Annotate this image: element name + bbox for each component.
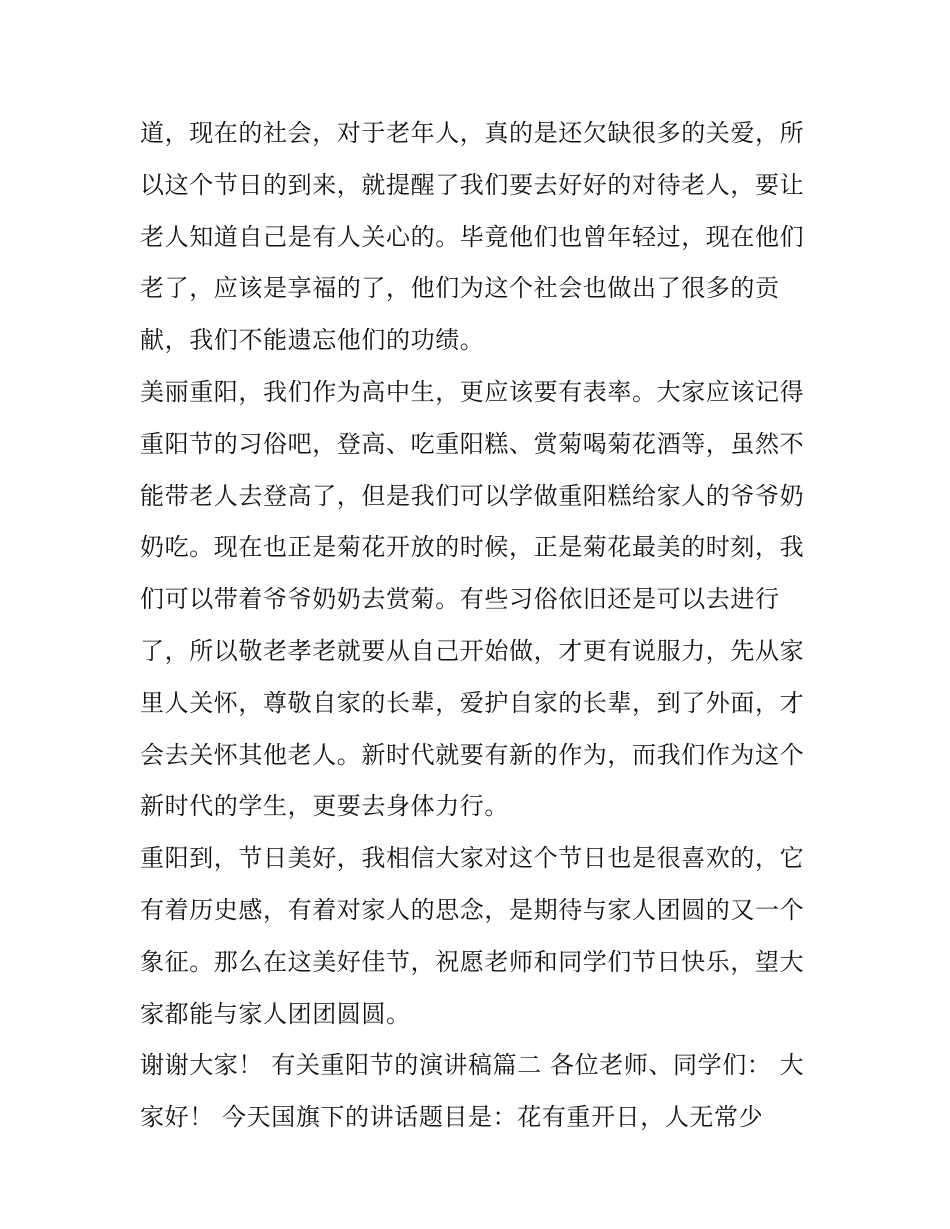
text-line: 老人知道自己是有人关心的。毕竟他们也曾年轻过，现在他们 [140, 222, 805, 251]
text-line: 家都能与家人团团圆圆。 [140, 999, 411, 1028]
text-line: 了，所以敬老孝老就要从自己开始做，才更有说服力，先从家 [140, 636, 805, 665]
text-line: 们可以带着爷爷奶奶去赏菊。有些习俗依旧还是可以去进行 [140, 585, 780, 614]
text-line: 新时代的学生，更要去身体力行。 [140, 792, 509, 821]
text-line: 献，我们不能遗忘他们的功绩。 [140, 326, 485, 355]
document-body [140, 108, 820, 1144]
text-line: 老了，应该是享福的了，他们为这个社会也做出了很多的贡 [140, 274, 780, 303]
text-line: 美丽重阳，我们作为高中生，更应该要有表率。大家应该记得 [140, 377, 805, 406]
text-line: 有着历史感，有着对家人的思念，是期待与家人团圆的又一个 [140, 895, 805, 924]
text-line: 家好！ 今天国旗下的讲话题目是：花有重开日，人无常少 [140, 1103, 764, 1132]
text-line: 重阳节的习俗吧，登高、吃重阳糕、赏菊喝菊花酒等，虽然不 [140, 429, 805, 458]
text-line: 奶吃。现在也正是菊花开放的时候，正是菊花最美的时刻，我 [140, 533, 805, 562]
text-line: 里人关怀，尊敬自家的长辈，爱护自家的长辈，到了外面，才 [140, 688, 805, 717]
text-line: 能带老人去登高了，但是我们可以学做重阳糕给家人的爷爷奶 [140, 481, 805, 510]
text-line: 道，现在的社会，对于老年人，真的是还欠缺很多的关爱，所 [140, 119, 805, 147]
text-line: 象征。那么在这美好佳节，祝愿老师和同学们节日快乐，望大 [140, 947, 805, 976]
text-line: 以这个节日的到来，就提醒了我们要去好好的对待老人，要让 [140, 170, 805, 199]
text-line: 会去关怀其他老人。新时代就要有新的作为，而我们作为这个 [140, 740, 805, 769]
text-line: 谢谢大家！ 有关重阳节的演讲稿篇二 各位老师、同学们： 大 [140, 1051, 805, 1080]
text-line: 重阳到，节日美好，我相信大家对这个节日也是很喜欢的，它 [140, 844, 805, 873]
